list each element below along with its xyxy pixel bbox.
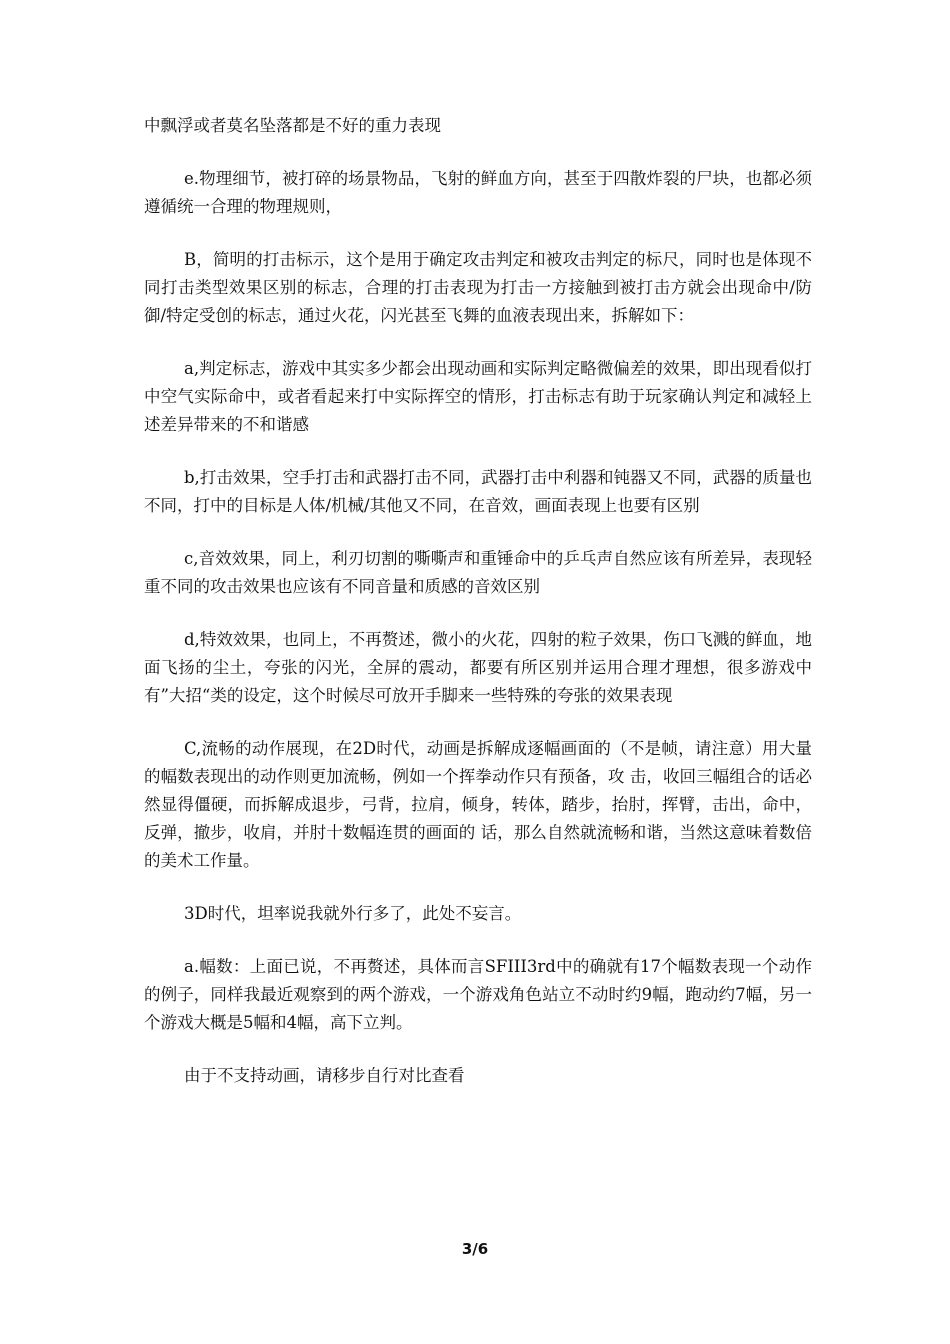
page-number: 3/6 bbox=[461, 1240, 489, 1258]
paragraph-9: 3D时代，坦率说我就外行多了，此处不妄言。 bbox=[184, 904, 522, 923]
paragraph-6: c,音效效果，同上，利刃切割的嘶嘶声和重锤命中的乒乓声自然应该有所差异，表现轻重不同的攻击效果也应该有不同音量和质感的音效区别 bbox=[144, 549, 812, 596]
paragraph-5: b,打击效果，空手打击和武器打击不同，武器打击中利器和钝器又不同，武器的质量也不同，打中的目标是人体/机械/其他又不同，在音效，画面表现上也要有区别 bbox=[144, 468, 812, 515]
paragraph-7: d,特效效果，也同上，不再赘述，微小的火花，四射的粒子效果，伤口飞溅的鲜血，地面飞扬的尘土，夸张的闪光，全屏的震动，都要有所区别并运用合理才理想，很多游戏中有”大招“类的设定，这个时候尽可放开手脚来一些特殊的夸张的效果表现 bbox=[144, 630, 812, 705]
paragraph-4: a,判定标志，游戏中其实多少都会出现动画和实际判定略微偏差的效果，即出现看似打中空气实际命中，或者看起来打中实际挥空的情形，打击标志有助于玩家确认判定和减轻上述差异带来的不和谐感 bbox=[144, 359, 812, 434]
paragraph-2: e.物理细节，被打碎的场景物品，飞射的鲜血方向，甚至于四散炸裂的尸块，也都必须遵循统一合理的物理规则， bbox=[144, 169, 812, 216]
paragraph-11: 由于不支持动画，请移步自行对比查看 bbox=[184, 1066, 465, 1085]
paragraph-3: B，简明的打击标示，这个是用于确定攻击判定和被攻击判定的标尺，同时也是体现不同打击类型效果区别的标志，合理的打击表现为打击一方接触到被打击方就会出现命中/防御/特定受创的标志，通过火花，闪光甚至飞舞的血液表现出来，拆解如下： bbox=[144, 250, 812, 325]
paragraph-8: C,流畅的动作展现，在2D时代，动画是拆解成逐幅画面的（不是帧，请注意）用大量的幅数表现出的动作则更加流畅，例如一个挥拳动作只有预备，攻 击，收回三幅组合的话必然显得僵硬，而拆解成退步，弓背，拉肩，倾身，转体，踏步，抬肘，挥臂，击出，命中，反弹，撤步，收肩，并肘十数幅连贯的画面的 话，那么自然就流畅和谐，当然这意味着数倍的美术工作量。 bbox=[144, 739, 812, 870]
document-body bbox=[144, 112, 812, 1115]
paragraph-10: a.幅数：上面已说，不再赘述，具体而言SFIII3rd中的确就有17个幅数表现一个动作的例子，同样我最近观察到的两个游戏，一个游戏角色站立不动时约9幅，跑动约7幅，另一个游戏大概是5幅和4幅，高下立判。 bbox=[144, 957, 812, 1032]
paragraph-1: 中飘浮或者莫名坠落都是不好的重力表现 bbox=[144, 116, 441, 135]
